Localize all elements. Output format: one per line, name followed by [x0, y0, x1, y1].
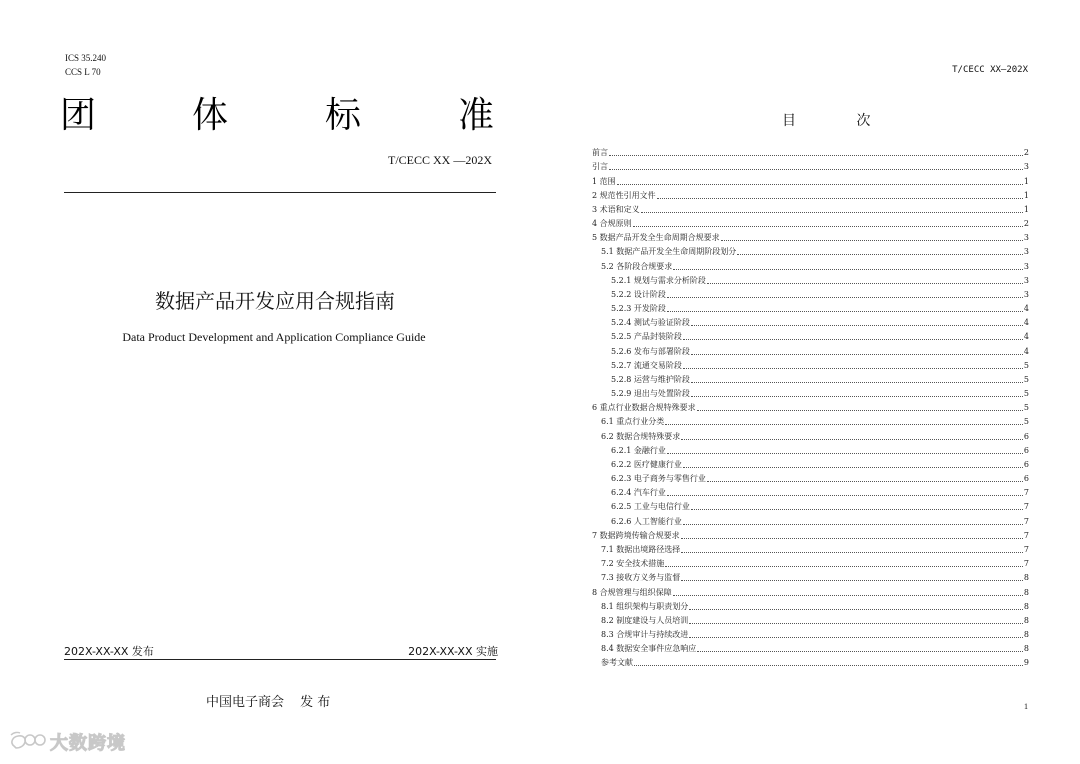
- toc-entry-page-number: 4: [1023, 318, 1029, 328]
- toc-leader-dots: [683, 466, 1023, 468]
- toc-entry[interactable]: [592, 201, 1029, 215]
- toc-entry-page-number: 5: [1023, 389, 1029, 399]
- toc-entry[interactable]: [592, 413, 1029, 427]
- publisher-suffix: 发 布: [300, 695, 331, 710]
- toc-entry-page-number: 3: [1023, 162, 1029, 172]
- watermark-text: 大数跨境: [50, 733, 126, 754]
- toc-entry-label: 5 数据产品开发全生命周期合规要求: [592, 233, 720, 243]
- toc-leader-dots: [691, 508, 1023, 510]
- toc-entry-label: 5.2.2 设计阶段: [611, 289, 666, 299]
- toc-entry-page-number: 3: [1023, 233, 1029, 243]
- toc-entry[interactable]: [592, 399, 1029, 413]
- toc-entry[interactable]: [592, 612, 1029, 626]
- toc-entry[interactable]: [592, 342, 1029, 356]
- toc-entry[interactable]: [592, 172, 1029, 186]
- toc-entry-page-number: 7: [1023, 544, 1029, 554]
- publisher-name: 中国电子商会: [206, 695, 285, 710]
- toc-entry-page-number: 8: [1023, 644, 1029, 654]
- toc-leader-dots: [691, 395, 1023, 397]
- toc-entry-page-number: 3: [1023, 261, 1029, 271]
- toc-entry-label: 5.2.7 流通交易阶段: [611, 360, 682, 370]
- toc-leader-dots: [689, 636, 1023, 638]
- toc-entry-label: 8.2 制度建设与人员培训: [601, 615, 689, 625]
- toc-entry-page-number: 6: [1023, 459, 1029, 469]
- toc-leader-dots: [683, 523, 1023, 525]
- toc-entry-label: 6.2.3 电子商务与零售行业: [611, 474, 706, 484]
- toc-leader-dots: [721, 239, 1023, 241]
- toc-leader-dots: [681, 551, 1023, 553]
- toc-entry[interactable]: [592, 527, 1029, 541]
- toc-leader-dots: [667, 452, 1023, 454]
- toc-entry-page-number: 8: [1023, 601, 1029, 611]
- toc-entry-label: 引言: [592, 162, 608, 172]
- document-title: 数据产品开发应用合规指南: [155, 289, 395, 313]
- toc-entry[interactable]: [592, 555, 1029, 569]
- toc-entry-label: 8.4 数据安全事件应急响应: [601, 644, 697, 654]
- ccs-code: CCS L 70: [65, 67, 101, 77]
- toc-entry[interactable]: [592, 215, 1029, 229]
- toc-entry[interactable]: [592, 583, 1029, 597]
- toc-entry[interactable]: [592, 640, 1029, 654]
- toc-leader-dots: [609, 154, 1023, 156]
- publisher: [206, 691, 330, 710]
- toc-leader-dots: [737, 253, 1023, 255]
- toc-entry-label: 5.2.5 产品封装阶段: [611, 332, 682, 342]
- toc-entry[interactable]: [592, 626, 1029, 640]
- toc-entry-label: 1 范围: [592, 176, 616, 186]
- toc-entry-page-number: 7: [1023, 488, 1029, 498]
- toc-entry-page-number: 6: [1023, 431, 1029, 441]
- ics-code: ICS 35.240: [65, 53, 107, 63]
- toc-entry[interactable]: [592, 512, 1029, 526]
- standard-type-char: 准: [458, 95, 495, 136]
- toc-entry[interactable]: [592, 229, 1029, 243]
- toc-entry-page-number: 2: [1023, 148, 1029, 158]
- toc-leader-dots: [657, 197, 1023, 199]
- toc-leader-dots: [691, 381, 1023, 383]
- toc-entry-page-number: 8: [1023, 587, 1029, 597]
- toc-entry-label: 8 合规管理与组织保障: [592, 587, 672, 597]
- toc-entry[interactable]: [592, 144, 1029, 158]
- toc-leader-dots: [681, 579, 1023, 581]
- toc-entry-page-number: 4: [1023, 346, 1029, 356]
- toc-entry-label: 6.2.1 金融行业: [611, 445, 666, 455]
- toc-leader-dots: [665, 423, 1023, 425]
- toc-entry-page-number: 5: [1023, 417, 1029, 427]
- toc-entry-label: 6 重点行业数据合规特殊要求: [592, 403, 696, 413]
- toc-entry-page-number: 3: [1023, 275, 1029, 285]
- toc-heading: 目 次: [782, 113, 899, 129]
- toc-entry[interactable]: [592, 286, 1029, 300]
- toc-entry-page-number: 6: [1023, 474, 1029, 484]
- toc-entry[interactable]: [592, 371, 1029, 385]
- toc-entry-label: 8.3 合规审计与持续改进: [601, 630, 689, 640]
- release-date: 202X-XX-XX 发布: [64, 645, 154, 658]
- toc-leader-dots: [691, 324, 1023, 326]
- toc-leader-dots: [683, 367, 1023, 369]
- toc-entry-page-number: 6: [1023, 445, 1029, 455]
- toc-leader-dots: [689, 608, 1023, 610]
- toc-entry-page-number: 7: [1023, 559, 1029, 569]
- toc-leader-dots: [633, 225, 1023, 227]
- toc-entry-label: 5.2.8 运营与维护阶段: [611, 374, 690, 384]
- toc-entry-page-number: 8: [1023, 573, 1029, 583]
- toc-entry-page-number: 3: [1023, 289, 1029, 299]
- toc-page: [540, 0, 1080, 764]
- toc-leader-dots: [691, 353, 1023, 355]
- toc-entry-page-number: 9: [1023, 658, 1029, 668]
- watermark: [8, 727, 126, 757]
- toc-leader-dots: [641, 211, 1023, 213]
- toc-entry-page-number: 8: [1023, 630, 1029, 640]
- toc-entry-label: 6.2.4 汽车行业: [611, 488, 666, 498]
- toc-entry[interactable]: [592, 257, 1029, 271]
- toc-leader-dots: [697, 650, 1023, 652]
- toc-leader-dots: [683, 338, 1023, 340]
- divider-bottom: [64, 659, 496, 660]
- toc-leader-dots: [667, 296, 1023, 298]
- toc-entry-page-number: 4: [1023, 332, 1029, 342]
- toc-entry-page-number: 7: [1023, 516, 1029, 526]
- document-subtitle: Data Product Development and Application Compliance Guide: [122, 330, 426, 344]
- toc-leader-dots: [634, 664, 1023, 666]
- toc-entry[interactable]: [592, 357, 1029, 371]
- toc-entry-label: 6.2 数据合规特殊要求: [601, 431, 681, 441]
- toc-entry[interactable]: [592, 442, 1029, 456]
- toc-entry[interactable]: [592, 328, 1029, 342]
- toc-entry-label: 6.2.5 工业与电信行业: [611, 502, 690, 512]
- toc-entry-label: 7 数据跨境传输合规要求: [592, 530, 680, 540]
- toc-leader-dots: [667, 310, 1023, 312]
- toc-entry[interactable]: [592, 470, 1029, 484]
- standard-type-char: 体: [192, 95, 229, 136]
- toc-leader-dots: [689, 622, 1023, 624]
- toc-entry-label: 8.1 组织架构与职责划分: [601, 601, 689, 611]
- toc-entry-label: 7.1 数据出境路径选择: [601, 544, 681, 554]
- toc-entry-page-number: 5: [1023, 374, 1029, 384]
- weibo-logo-icon: [8, 731, 46, 753]
- toc-entry-page-number: 3: [1023, 247, 1029, 257]
- toc-leader-dots: [673, 268, 1023, 270]
- toc-list: [592, 144, 1029, 668]
- toc-entry-label: 6.1 重点行业分类: [601, 417, 665, 427]
- toc-entry-label: 6.2.6 人工智能行业: [611, 516, 682, 526]
- toc-entry-label: 参考文献: [601, 658, 633, 668]
- toc-entry[interactable]: [592, 598, 1029, 612]
- implementation-date: 202X-XX-XX 实施: [408, 645, 498, 658]
- toc-leader-dots: [681, 438, 1023, 440]
- toc-entry[interactable]: [592, 272, 1029, 286]
- toc-entry[interactable]: [592, 456, 1029, 470]
- toc-leader-dots: [707, 480, 1023, 482]
- toc-entry-page-number: 1: [1023, 204, 1029, 214]
- toc-leader-dots: [609, 168, 1023, 170]
- standard-type-char: 标: [325, 95, 362, 136]
- toc-entry[interactable]: [592, 427, 1029, 441]
- toc-entry-page-number: 5: [1023, 360, 1029, 370]
- toc-entry-page-number: 8: [1023, 615, 1029, 625]
- toc-leader-dots: [681, 537, 1023, 539]
- toc-entry-label: 5.2 各阶段合规要求: [601, 261, 673, 271]
- toc-leader-dots: [673, 594, 1023, 596]
- toc-entry[interactable]: [592, 158, 1029, 172]
- toc-entry-page-number: 1: [1023, 176, 1029, 186]
- toc-entry[interactable]: [592, 300, 1029, 314]
- toc-entry[interactable]: [592, 187, 1029, 201]
- toc-leader-dots: [697, 409, 1023, 411]
- toc-entry-label: 5.2.9 退出与处置阶段: [611, 389, 690, 399]
- toc-leader-dots: [667, 494, 1023, 496]
- toc-leader-dots: [707, 282, 1023, 284]
- toc-entry-label: 6.2.2 医疗健康行业: [611, 459, 682, 469]
- toc-entry-label: 5.2.4 测试与验证阶段: [611, 318, 690, 328]
- toc-entry-label: 7.2 安全技术措施: [601, 559, 665, 569]
- toc-entry[interactable]: [592, 243, 1029, 257]
- divider-top: [64, 192, 496, 193]
- toc-entry-page-number: 5: [1023, 403, 1029, 413]
- toc-entry-label: 4 合规原则: [592, 219, 632, 229]
- page-number: 1: [1024, 702, 1028, 711]
- standard-type-char: 团: [60, 95, 97, 136]
- toc-entry[interactable]: [592, 569, 1029, 583]
- toc-entry-label: 5.1 数据产品开发全生命周期阶段划分: [601, 247, 737, 257]
- toc-entry[interactable]: [592, 498, 1029, 512]
- toc-entry-page-number: 1: [1023, 190, 1029, 200]
- toc-entry[interactable]: [592, 484, 1029, 498]
- standard-code-header: T/CECC XX—202X: [952, 65, 1028, 75]
- toc-leader-dots: [617, 183, 1023, 185]
- standard-number: T/CECC XX —202X: [387, 153, 492, 167]
- toc-entry-label: 5.2.3 开发阶段: [611, 304, 666, 314]
- toc-entry-page-number: 7: [1023, 502, 1029, 512]
- toc-entry[interactable]: [592, 654, 1029, 668]
- toc-entry[interactable]: [592, 541, 1029, 555]
- toc-entry-label: 3 术语和定义: [592, 204, 640, 214]
- toc-entry-page-number: 7: [1023, 530, 1029, 540]
- toc-entry-label: 2 规范性引用文件: [592, 190, 656, 200]
- toc-entry-page-number: 2: [1023, 219, 1029, 229]
- toc-entry[interactable]: [592, 314, 1029, 328]
- toc-entry-label: 前言: [592, 148, 608, 158]
- toc-entry[interactable]: [592, 385, 1029, 399]
- toc-leader-dots: [665, 565, 1023, 567]
- toc-entry-label: 5.2.6 发布与部署阶段: [611, 346, 690, 356]
- toc-entry-label: 5.2.1 规划与需求分析阶段: [611, 275, 706, 285]
- toc-entry-page-number: 4: [1023, 304, 1029, 314]
- toc-entry-label: 7.3 接收方义务与监督: [601, 573, 681, 583]
